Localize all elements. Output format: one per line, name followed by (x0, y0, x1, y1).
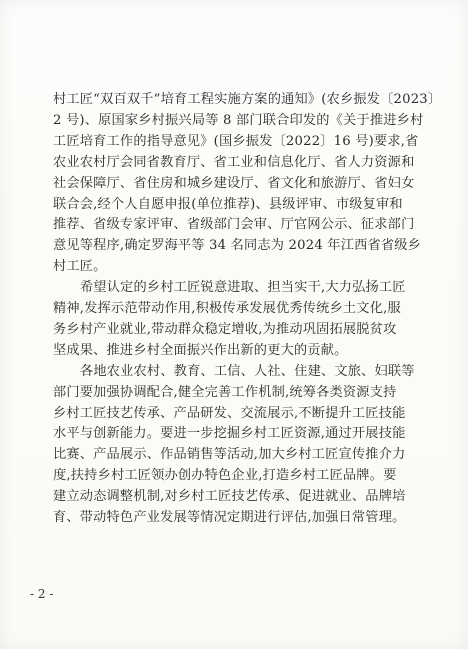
paragraph-2-line-4: 坚成果、推进乡村全面振兴作出新的更大的贡献。 (53, 343, 348, 358)
paragraph-1-line-5: 社会保障厅、省住房和城乡建设厅、省文化和旅游厅、省妇女 (53, 176, 415, 191)
paragraph-3-line-4: 水平与创新能力。要进一步挖掘乡村工匠资源,通过开展技能 (53, 426, 406, 441)
paragraph-3-line-5: 比赛、产品展示、作品销售等活动,加大乡村工匠宣传推介力 (53, 447, 406, 462)
paragraph-2-line-1: 希望认定的乡村工匠锐意进取、担当实干,大力弘扬工匠 (80, 280, 406, 295)
page-number: - 2 - (30, 587, 54, 601)
paragraph-2-line-3: 务乡村产业就业,带动群众稳定增收,为推动巩固拓展脱贫攻 (53, 322, 397, 337)
paragraph-1-line-4: 农业农村厅会同省教育厅、省工业和信息化厅、省人力资源和 (53, 155, 415, 170)
paragraph-1-line-6: 联合会,经个人自愿申报(单位推荐)、县级评审、市级复审和 (53, 197, 403, 212)
paragraph-1-line-9: 村工匠。 (53, 259, 107, 274)
paragraph-3-line-7: 建立动态调整机制,对乡村工匠技艺传承、促进就业、品牌培 (53, 489, 406, 504)
paragraph-1-line-2: 2 号)、原国家乡村振兴局等 8 部门联合印发的《关于推进乡村 (53, 113, 424, 128)
paragraph-3-line-8: 育、带动特色产业发展等情况定期进行评估,加强日常管理。 (53, 510, 406, 525)
paragraph-3-line-6: 度,扶持乡村工匠领办创办特色企业,打造乡村工匠品牌。要 (53, 468, 397, 483)
paragraph-3-line-1: 各地农业农村、教育、工信、人社、住建、文旅、妇联等 (80, 364, 415, 379)
paragraph-2-line-2: 精神,发挥示范带动作用,积极传承发展优秀传统乡土文化,服 (53, 301, 401, 316)
paragraph-1-line-8: 意见等程序,确定罗海平等 34 名同志为 2024 年江西省省级乡 (53, 238, 422, 253)
paragraph-1-line-1: 村工匠“双百双千”培育工程实施方案的通知》(农乡振发〔2023〕 (53, 92, 442, 107)
paragraph-1-line-3: 工匠培育工作的指导意见》(国乡振发〔2022〕16 号)要求,省 (53, 134, 419, 149)
paragraph-1-line-7: 推荐、省级专家评审、省级部门会审、厅官网公示、征求部门 (53, 217, 415, 232)
paragraph-3-line-3: 乡村工匠技艺传承、产品研发、交流展示,不断提升工匠技能 (53, 406, 406, 421)
paragraph-3-line-2: 部门要加强协调配合,健全完善工作机制,统筹各类资源支持 (53, 385, 397, 400)
